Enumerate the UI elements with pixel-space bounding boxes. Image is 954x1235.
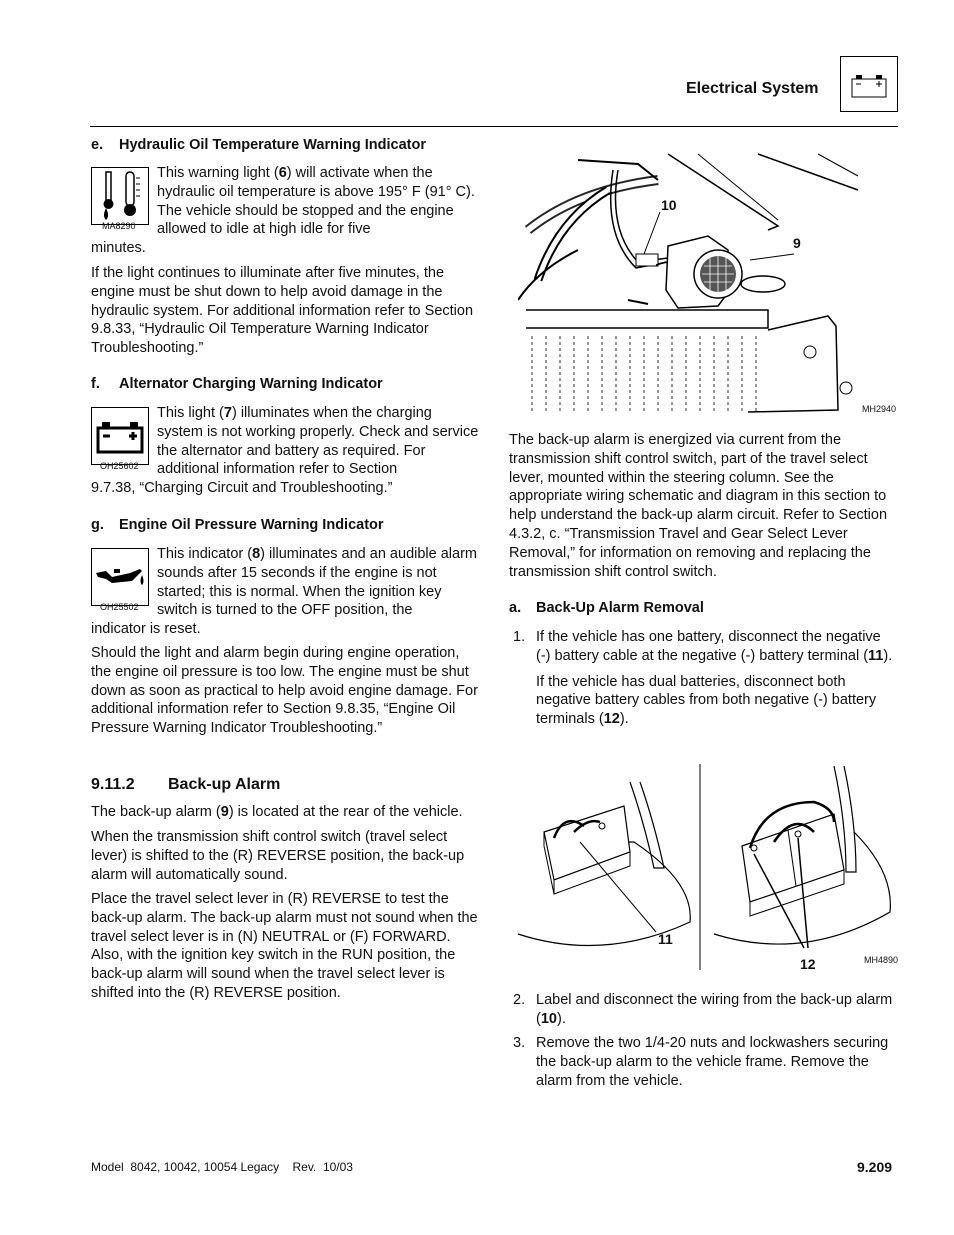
section-e-paragraph-1-end: minutes.: [91, 240, 146, 256]
icon-caption-ma8290: MA8290: [102, 221, 136, 231]
callout-10: 10: [661, 197, 677, 213]
footer-model-revision: Model 8042, 10042, 10054 Legacy Rev. 10/03: [91, 1160, 353, 1174]
battery-icon: [840, 56, 898, 112]
page-number: 9.209: [857, 1159, 893, 1175]
figure-caption-mh4890: MH4890: [864, 955, 899, 965]
oil-can-icon: [91, 548, 149, 606]
step-1: 1. If the vehicle has one battery, disconnect the negative (-) battery cable at the negative (-) battery terminal (11). If the vehicle has dual batteries, disconnect both negative battery cables from both negative (-) battery terminals (12).: [513, 629, 893, 728]
backup-circuit-paragraph: The back-up alarm is energized via current from the transmission shift control switch, part of the travel select lever, mounted within the steering column. See the appropriate wiring schematic and diagram in this section to help understand the back-up alarm circuit. Refer to Section 4.3.2, c. “Transmission Travel and Gear Select Lever Removal,” for information on removing and replacing the transmission shift control switch.: [509, 432, 888, 580]
section-e-paragraph-2: If the light continues to illuminate after five minutes, the engine must be shut down to help avoid damage in the hydraulic system. For additional information refer to Section 9.8.33, “Hydraulic Oil Temperature Warning Indicator Troubleshooting.”: [91, 265, 474, 357]
section-9-11-2-heading: 9.11.2 Back-up Alarm: [91, 776, 281, 793]
backup-alarm-location-figure: [518, 150, 898, 420]
battery-warning-icon: [91, 407, 149, 465]
section-g-paragraph-2: Should the light and alarm begin during engine operation, the engine oil pressure is too low. The engine must be shut down as soon as practical to help avoid engine damage. For additional information refer to Section 9.8.35, “Engine Oil Pressure Warning Indicator Troubleshooting.”: [91, 645, 478, 737]
icon-caption-oh25502: OH25502: [100, 602, 139, 612]
callout-9: 9: [793, 235, 801, 251]
section-f-heading: f. Alternator Charging Warning Indicator: [91, 376, 383, 392]
callout-12: 12: [800, 956, 816, 972]
step-2: 2. Label and disconnect the wiring from the back-up alarm (10).: [513, 992, 893, 1027]
section-g-paragraph-1-top: This indicator (8) illuminates and an audible alarm sounds after 15 seconds if the engine is not started; this is normal. When the ignition key switch is turned to the OFF position, the: [157, 546, 477, 619]
section-g-paragraph-1-end: indicator is reset.: [91, 621, 201, 637]
battery-terminals-figure: [514, 762, 900, 974]
header-rule: [90, 126, 898, 127]
figure-caption-mh2940: MH2940: [862, 404, 897, 414]
backup-paragraph-1: The back-up alarm (9) is located at the rear of the vehicle.: [91, 804, 463, 820]
backup-paragraph-2: When the transmission shift control switch (travel select lever) is shifted to the (R) REVERSE position, the back-up alarm will automatically sound.: [91, 829, 465, 883]
section-g-heading: g. Engine Oil Pressure Warning Indicator: [91, 517, 384, 533]
section-f-paragraph-1-end: 9.7.38, “Charging Circuit and Troubleshooting.”: [91, 480, 393, 496]
backup-paragraph-3: Place the travel select lever in (R) REVERSE to test the back-up alarm. The back-up alarm must not sound when the travel select lever is in (N) NEUTRAL or (F) FORWARD. Also, with the ignition key switch in the RUN position, the back-up alarm will sound when the travel select lever is shifted into the (R) REVERSE position.: [91, 891, 478, 1001]
icon-caption-oh25602: OH25602: [100, 461, 139, 471]
section-e-paragraph-1-top: This warning light (6) will activate when the hydraulic oil temperature is above 195° F (91° C). The vehicle should be stopped and the engine allowed to idle at high idle for five: [157, 165, 475, 238]
callout-11: 11: [658, 931, 673, 947]
oil-temperature-icon: [91, 167, 149, 225]
section-e-heading: e. Hydraulic Oil Temperature Warning Indicator: [91, 137, 426, 153]
section-f-paragraph-1-top: This light (7) illuminates when the charging system is not working properly. Check and service the alternator and battery as required. For additional information refer to Section: [157, 405, 479, 478]
step-3: 3. Remove the two 1/4-20 nuts and lockwashers securing the back-up alarm to the vehicle frame. Remove the alarm from the vehicle.: [513, 1035, 889, 1089]
section-a-heading: a. Back-Up Alarm Removal: [509, 600, 704, 616]
page-header-title: Electrical System: [686, 80, 819, 97]
